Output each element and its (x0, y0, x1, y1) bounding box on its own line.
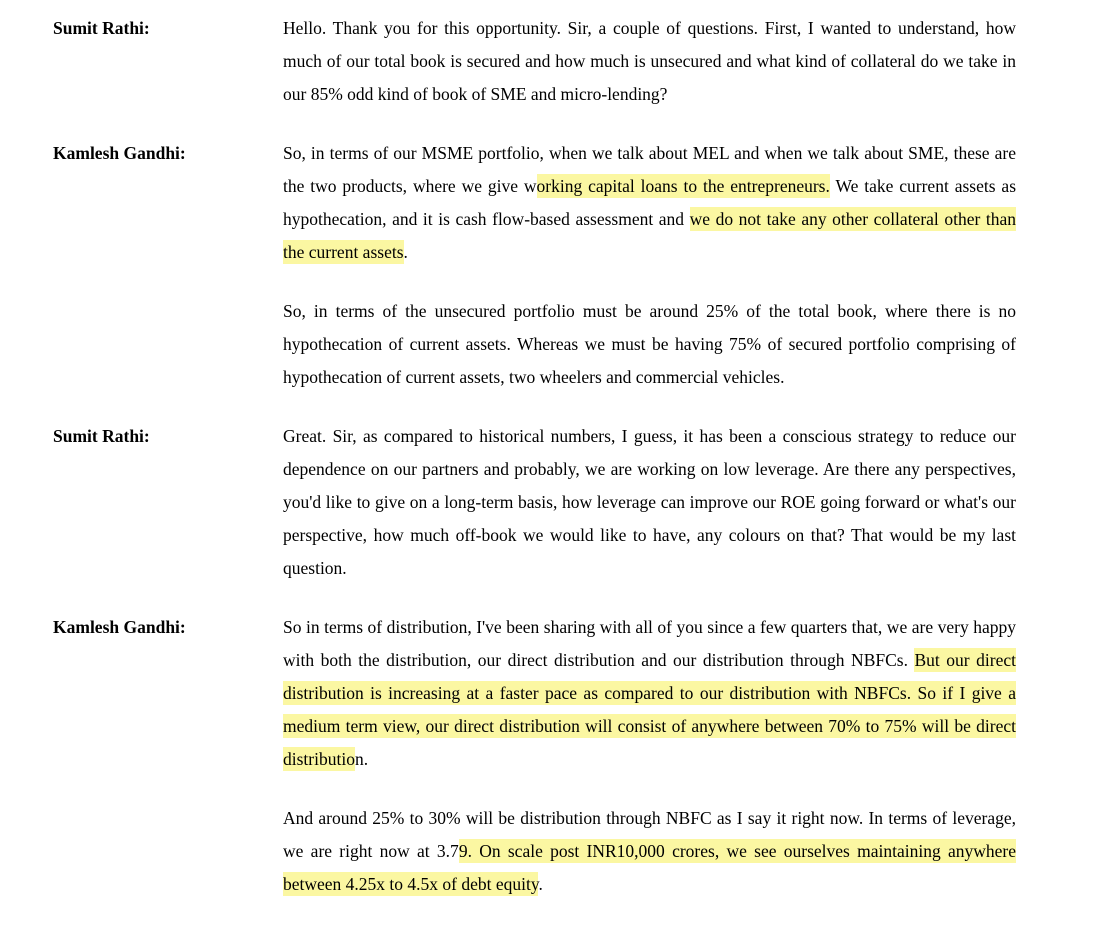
text-segment: n. (354, 749, 369, 769)
paragraph (283, 611, 1016, 776)
text-segment: . (538, 874, 543, 894)
highlighted-text: 9. On scale post INR10,000 crores, we see ourselves maintaining anywhere between 4.25x to 4.5x of debt equity (283, 841, 1016, 894)
text-segment: Great. Sir, as compared to historical numbers, I guess, it has been a conscious strategy to reduce our dependence on our partners and probably, we are working on low leverage. Are there any perspectives, you'd like to give on a long-term basis, how leverage can improve our ROE going forward or what's our perspective, how much off-book we would like to have, any colours on that? That would be my last question. (283, 426, 1016, 578)
paragraph (283, 12, 1016, 111)
speaker-label: Sumit Rathi: (53, 18, 150, 38)
speaker-block (53, 420, 1016, 611)
speaker-label: Kamlesh Gandhi: (53, 617, 186, 637)
speaker-block (53, 12, 1016, 137)
highlighted-text: But our direct distribution is increasing at a faster pace as compared to our distribution with NBFCs. So if I give a medium term view, our direct distribution will consist of anywhere between 70% to 75% will be direct distributio (283, 650, 1016, 769)
highlighted-text: orking capital loans to the entrepreneurs. (536, 176, 830, 196)
text-segment: We take current assets as hypothecation, and it is cash flow-based assessment and (283, 176, 1017, 229)
block-paragraphs (283, 12, 1016, 137)
text-segment: And around 25% to 30% will be distribution through NBFC as I say it right now. In terms of leverage, we are right now at 3.7 (283, 808, 1016, 861)
highlighted-text: we do not take any other collateral other than the current assets (283, 209, 1016, 262)
speaker-block (53, 611, 1016, 927)
speaker-label: Sumit Rathi: (53, 426, 150, 446)
paragraph (283, 137, 1016, 269)
text-segment: Hello. Thank you for this opportunity. Sir, a couple of questions. First, I wanted to understand, how much of our total book is secured and how much is unsecured and what kind of collateral do we take in our 85% odd kind of book of SME and micro-lending? (283, 18, 1016, 104)
block-paragraphs (283, 137, 1016, 420)
paragraph (283, 420, 1016, 585)
paragraph (283, 295, 1016, 394)
text-segment: . (403, 242, 408, 262)
text-segment: So in terms of distribution, I've been sharing with all of you since a few quarters that, we are very happy with both the distribution, our direct distribution and our distribution through NBFCs. (283, 617, 1016, 670)
paragraph (283, 802, 1016, 901)
block-paragraphs (283, 420, 1016, 611)
block-paragraphs (283, 611, 1016, 927)
text-segment: So, in terms of our MSME portfolio, when we talk about MEL and when we talk about SME, these are the two products, where we give w (283, 143, 1016, 196)
text-segment: So, in terms of the unsecured portfolio must be around 25% of the total book, where there is no hypothecation of current assets. Whereas we must be having 75% of secured portfolio comprising of hypothecation of current assets, two wheelers and commercial vehicles. (283, 301, 1016, 387)
speaker-label: Kamlesh Gandhi: (53, 143, 186, 163)
speaker-block (53, 137, 1016, 420)
transcript-blocks (53, 12, 1016, 927)
